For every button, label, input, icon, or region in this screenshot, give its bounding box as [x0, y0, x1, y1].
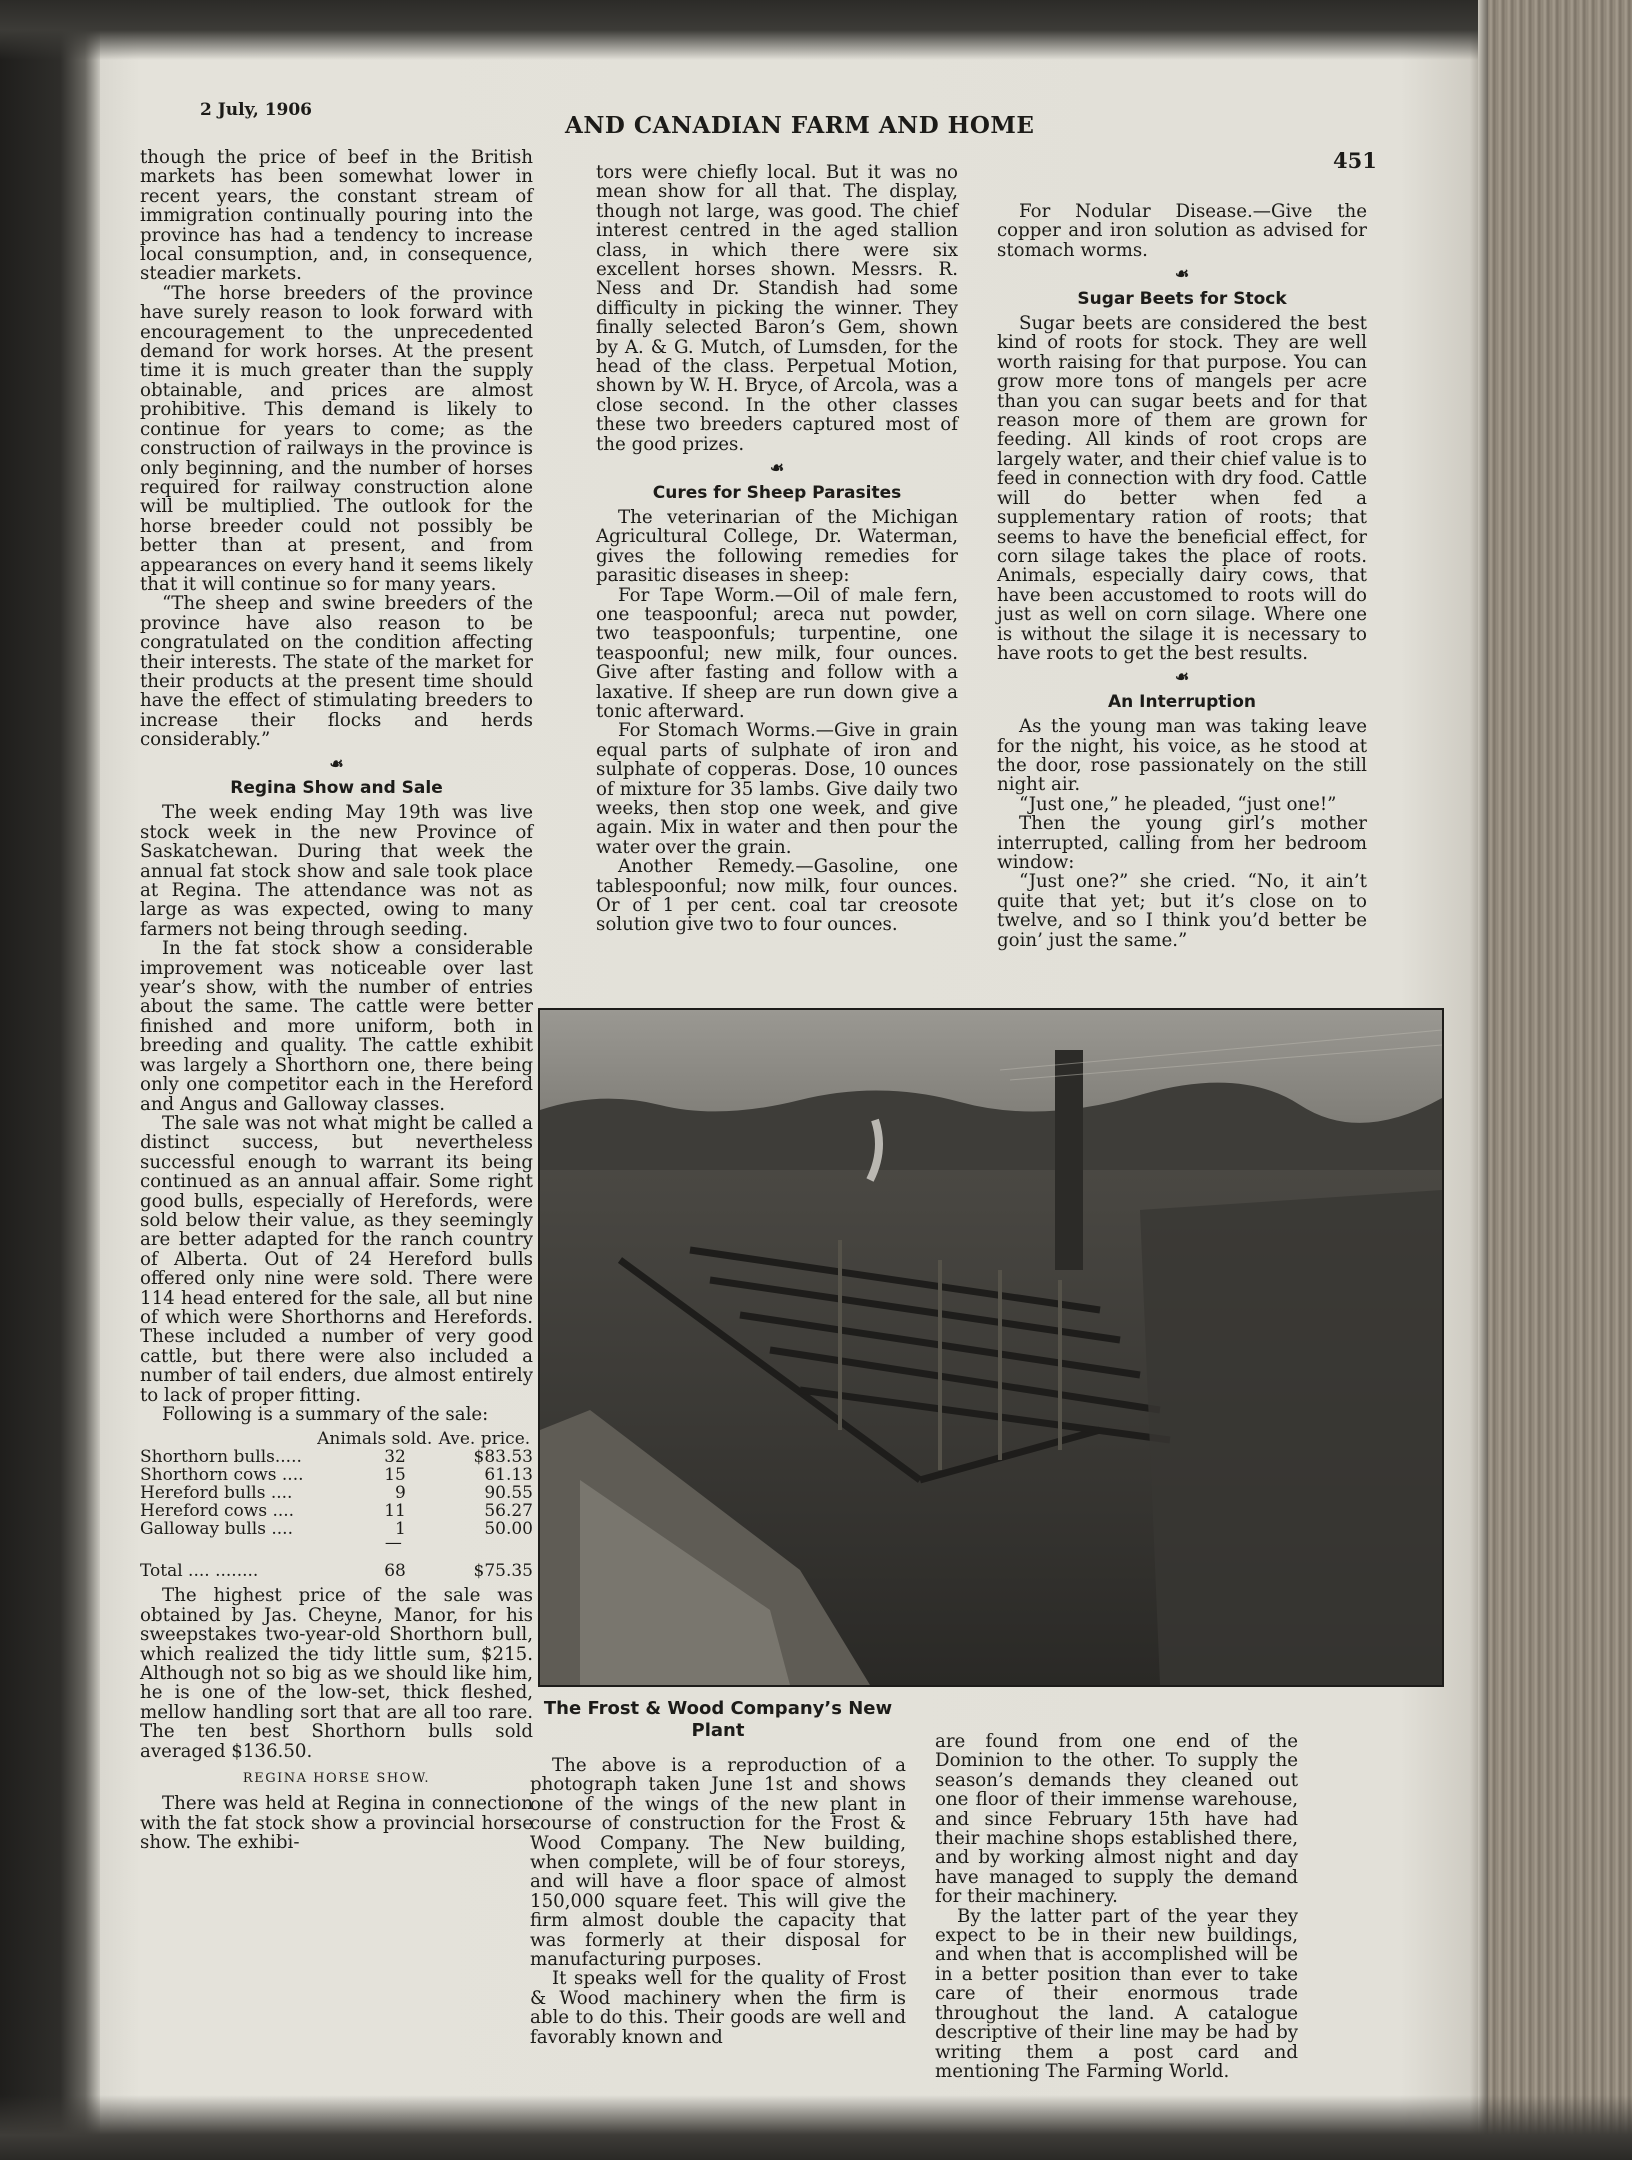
paragraph: Another Remedy.—Gasoline, one tablespoonful; now milk, four ounces. Or of 1 per cent. coal tar creosote solution give two to four ounces. — [596, 856, 958, 936]
paragraph: The sale was not what might be called a distinct success, but nevertheless successful enough to warrant its being continued as an annual affair. Some right good bulls, especially of Herefords, were sold below their value, as they seemingly are better adapted for the ranch country of Alberta. Out of 24 Hereford bulls offered only nine were sold. There were 114 head entered for the sale, all but nine of which were Shorthorns and Herefords. These included a number of very good cattle, but there were also included a number of tail enders, due almost entirely to lack of proper fitting. — [140, 1112, 533, 1406]
row-label: Hereford bulls .... — [140, 1483, 293, 1504]
table-header-row — [140, 1430, 533, 1448]
book-binding — [1488, 0, 1632, 2160]
sale-summary-table — [140, 1430, 533, 1580]
row-price: 61.13 — [484, 1465, 533, 1486]
paragraph: “The horse breeders of the province have surely reason to look forward with encouragement to the unprecedented demand for work horses. At the present time it is much greater than the supply obtainable, and prices are almost prohibitive. This demand is likely to continue for years to come; as the construction of railways in the province is only beginning, and the number of horses required for railway construction alone will be multiplied. The outlook for the horse breeder could not possibly be better than at present, and from appearances on every hand it seems likely that it will continue so for many years. — [140, 282, 533, 595]
issue-date: 2 July, 1906 — [200, 100, 313, 120]
paragraph: The highest price of the sale was obtained by Jas. Cheyne, Manor, for his sweepstakes two-year-old Shorthorn bull, which realized the tidy little sum, $215. Although not so big as we should like him, he is one of the low-set, thick fleshed, mellow handling sort that are all too rare. The ten best Shorthorn bulls sold averaged $136.50. — [140, 1585, 533, 1762]
paragraph: tors were chiefly local. But it was no mean show for all that. The display, though not large, was good. The chief interest centred in the aged stallion class, in which there were six excellent horses shown. Messrs. R. Ness and Dr. Standish had some difficulty in picking the winner. They finally selected Baron’s Gem, shown by A. & G. Mutch, of Lumsden, for the head of the class. Perpetual Motion, shown by W. H. Bryce, of Arcola, was a close second. In the other classes these two breeders captured most of the good prizes. — [596, 162, 958, 455]
paragraph: In the fat stock show a considerable improvement was noticeable over last year’s show, with the number of entries about the same. The cattle were better finished and more uniform, both in breeding and quality. The cattle exhibit was largely a Shorthorn one, there being only one competitor each in the Hereford and Angus and Galloway classes. — [140, 938, 533, 1115]
column-header-price: Ave. price. — [438, 1429, 531, 1450]
sub-heading: REGINA HORSE SHOW. — [242, 1771, 431, 1787]
section-heading: Regina Show and Sale — [230, 778, 443, 798]
left-page-edge — [0, 0, 100, 2160]
photo-illustration — [540, 1010, 1442, 1685]
column-4 — [530, 1698, 906, 2047]
bottom-scan-shadow — [0, 2095, 1632, 2160]
paragraph: The week ending May 19th was live stock week in the new Province of Saskatchewan. During that week the annual fat stock show and sale took place at Regina. The attendance was not as large as was expected, owing to many farmers not being through seeding. — [140, 802, 533, 940]
paragraph: though the price of beef in the British markets has been somewhat lower in recent years, the constant stream of immigration continually pouring into the province has had a tendency to increase local consumption, and, in consequence, steadier markets. — [140, 147, 533, 285]
paragraph: For Stomach Worms.—Give in grain equal parts of sulphate of iron and sulphate of copperas. Dose, 10 ounces of mixture for 35 lambs. Give daily two weeks, then stop one week, and give again. Mix in water and then pour the water over the grain. — [596, 720, 958, 858]
paragraph: “Just one,” he pleaded, “just one!” — [1019, 793, 1337, 815]
row-label: Shorthorn cows .... — [140, 1465, 304, 1486]
paragraph: For Tape Worm.—Oil of male fern, one teaspoonful; areca nut powder, two teaspoonfuls; turpentine, one teaspoonful; new milk, four ounces. Give after fasting and follow with a laxative. If sheep are run down give a tonic afterward. — [596, 584, 958, 722]
ornament-icon: ☙ — [769, 458, 785, 478]
row-price: 50.00 — [484, 1519, 533, 1540]
row-sold: 32 — [384, 1447, 406, 1468]
row-label: Hereford cows .... — [140, 1501, 295, 1522]
row-price: $83.53 — [473, 1447, 533, 1468]
row-sold: 11 — [384, 1501, 406, 1522]
total-label: Total .... ........ — [140, 1561, 259, 1582]
paragraph: Sugar beets are considered the best kind of roots for stock. They are well worth raising for that purpose. You can grow more tons of mangels per acre than you can sugar beets and for that reason more of them are grown for feeding. All kinds of root crops are largely water, and their chief value is to feed in connection with dry food. Cattle will do better when fed a supplementary ration of roots; that seems to have the beneficial effect, for corn silage takes the place of roots. Animals, especially dairy cows, that have been accustomed to roots will do just as well on corn silage. Where one is without the silage it is necessary to have roots to get the best results. — [997, 313, 1367, 664]
section-heading: Sugar Beets for Stock — [1077, 288, 1287, 309]
column-5 — [935, 1732, 1298, 2081]
row-sold: 1 — [395, 1519, 406, 1540]
running-title: AND CANADIAN FARM AND HOME — [565, 112, 1035, 139]
section-heading: Cures for Sheep Parasites — [652, 482, 902, 503]
total-sold: 68 — [384, 1561, 406, 1582]
table-total-row — [140, 1548, 533, 1580]
row-price: 90.55 — [484, 1483, 533, 1504]
section-heading: The Frost & Wood Company’s New Plant — [543, 1698, 893, 1741]
row-price: 56.27 — [484, 1501, 533, 1522]
paragraph: Then the young girl’s mother interrupted, calling from her bedroom window: — [997, 813, 1367, 873]
paragraph: are found from one end of the Dominion to the other. To supply the season’s demands they cleaned out one floor of their immense warehouse, and since February 15th have had their machine shops established there, and by working almost night and day have managed to supply the demand for their machinery. — [935, 1731, 1298, 1908]
paragraph: There was held at Regina in connection with the fat stock show a provincial horse show. The exhibi- — [140, 1793, 533, 1854]
paragraph: By the latter part of the year they expect to be in their new buildings, and when that is accomplished will be in a better position than ever to take care of their enormous trade throughout the land. A catalogue descriptive of their line may be had by writing them a post card and mentioning The Farming World. — [935, 1905, 1298, 2082]
ornament-icon: ☙ — [1174, 667, 1190, 687]
row-label: Shorthorn bulls..... — [140, 1447, 302, 1468]
top-scan-shadow — [0, 0, 1632, 60]
paragraph: It speaks well for the quality of Frost & Wood machinery when the firm is able to do this. Their goods are well and favorably known and — [530, 1968, 906, 2048]
table-row — [140, 1466, 533, 1484]
row-sold: 15 — [384, 1465, 406, 1486]
paragraph: “Just one?” she cried. “No, it ain’t quite that yet; but it’s close on to twelve, and so I think you’d better be goin’ just the same.” — [997, 871, 1367, 951]
column-1 — [140, 148, 533, 1853]
section-heading: An Interruption — [1107, 691, 1257, 712]
column-3 — [997, 202, 1367, 950]
table-row — [140, 1484, 533, 1502]
column-2 — [596, 163, 958, 935]
paragraph: As the young man was taking leave for the night, his voice, as he stood at the door, rose passionately on the still night air. — [997, 716, 1367, 796]
ornament-icon: ☙ — [329, 753, 344, 773]
table-row — [140, 1520, 533, 1538]
paragraph: For Nodular Disease.—Give the copper and iron solution as advised for stomach worms. — [997, 201, 1367, 261]
page-number: 451 — [1333, 148, 1377, 173]
paragraph: The veterinarian of the Michigan Agricultural College, Dr. Waterman, gives the following remedies for parasitic diseases in sheep: — [596, 506, 958, 587]
table-row — [140, 1448, 533, 1466]
column-header-animals: Animals sold. — [317, 1429, 433, 1450]
total-rule: — — [384, 1533, 402, 1554]
table-row — [140, 1502, 533, 1520]
paragraph: “The sheep and swine breeders of the province have also reason to be congratulated on the condition affecting their interests. The state of the market for their products at the present time should have the effect of stimulating breeders to increase their flocks and herds considerably.” — [140, 593, 533, 751]
ornament-icon: ☙ — [1174, 264, 1190, 284]
construction-photograph — [538, 1008, 1444, 1687]
row-label: Galloway bulls .... — [140, 1519, 293, 1540]
row-sold: 9 — [395, 1483, 406, 1504]
table-rule-row — [140, 1538, 533, 1548]
paragraph: The above is a reproduction of a photograph taken June 1st and shows one of the wings of the new plant in course of construction for the Frost & Wood Company. The New building, when complete, will be of four storeys, and will have a floor space of almost 150,000 square feet. This will give the firm almost double the capacity that was formerly at their disposal for manufacturing purposes. — [530, 1755, 906, 1971]
total-price: $75.35 — [473, 1561, 533, 1582]
paragraph: Following is a summary of the sale: — [162, 1404, 489, 1425]
